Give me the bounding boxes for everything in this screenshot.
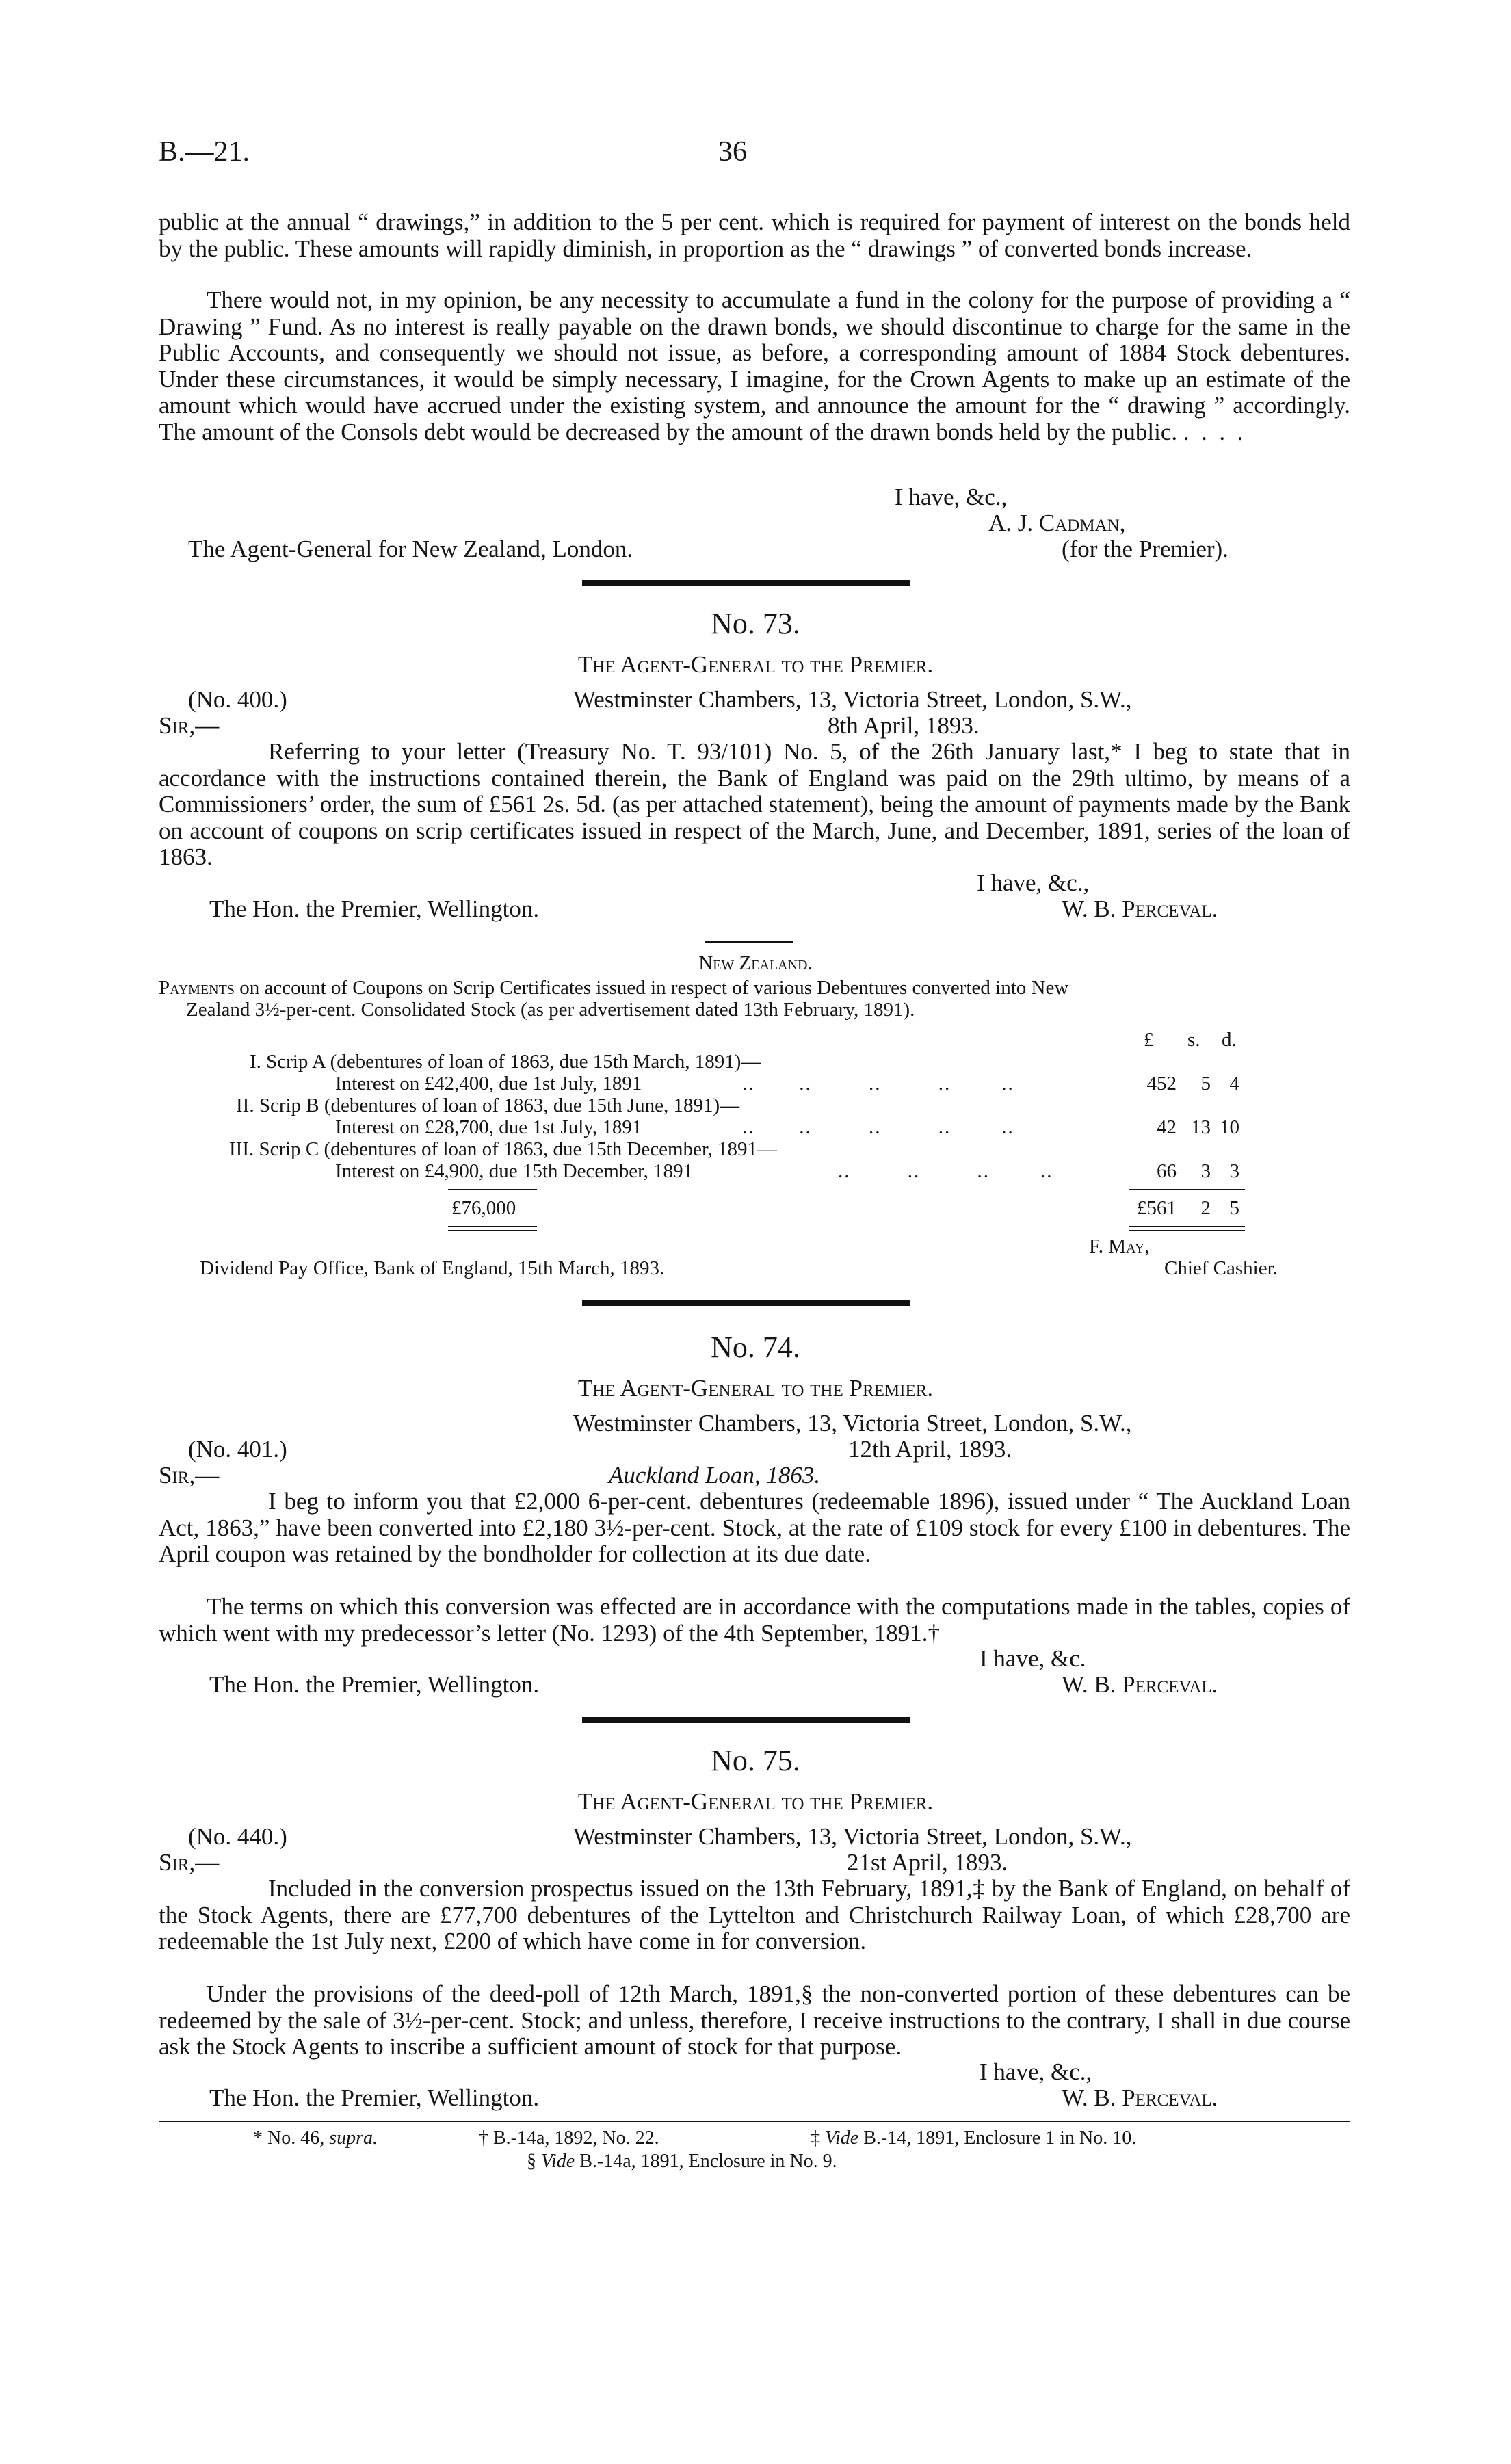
dot-leader: .. .. .. .. .. — [742, 1073, 1014, 1095]
statement-total-pence: 5 — [1229, 1197, 1239, 1219]
dot-leader: .. .. .. .. .. — [742, 1116, 1014, 1138]
statement-item-2-pence: 10 — [1220, 1116, 1239, 1138]
amount-total-rule — [1129, 1189, 1245, 1190]
letter-75-from-to: The Agent-General to the Premier. — [577, 1788, 934, 1815]
letter-74-date: 12th April, 1893. — [848, 1436, 1012, 1463]
statement-item-1-pounds: 452 — [1146, 1073, 1177, 1095]
letter-73-reference: (No. 400.) — [188, 686, 287, 713]
letter-number-75: No. 75. — [711, 1744, 800, 1777]
letter-75-addressee: The Hon. the Premier, Wellington. — [209, 2084, 540, 2111]
letter-75-signer: W. B. Perceval. — [1062, 2084, 1218, 2111]
statement-total-pounds: £561 — [1137, 1197, 1177, 1219]
continuation-paragraph-2: There would not, in my opinion, be any necessity to accumulate a fund in the colony for the purpose of providing a “ Drawing ” Fund. As no interest is really payable on the drawn bonds, we should discontinue to charge for the same in the Public Accounts, and consequently we should not issue, as before, a corresponding amount of 1884 Stock debentures. Under these circumstances, it would be simply necessary, I imagine, for the Crown Agents to make up an estimate of the amount which would have accrued under the existing system, and announce the amount for the “ drawing ” accordingly. The amount of the Consols debt would be decreased by the amount of the drawn bonds held by the public. . . . . — [159, 287, 1350, 445]
letter-75-body-1: Included in the conversion prospectus issued on the 13th February, 1891,‡ by the Bank of England, on behalf of the Stock Agents, there are £77,700 debentures of the Lyttelton and Christchurch Railway Loan, of which £28,700 are redeemable the 1st July next, £200 of which have come in for conversion. — [159, 1875, 1350, 1954]
letter-74-address: Westminster Chambers, 13, Victoria Street, London, S.W., — [573, 1410, 1132, 1437]
statement-item-2-label: II. Scrip B (debentures of loan of 1863, due 15th June, 1891)— — [236, 1095, 740, 1116]
statement-item-3-shillings: 3 — [1200, 1160, 1211, 1182]
signer-name: A. J. Cadman, — [988, 510, 1126, 536]
statement-caption-line-2: Zealand 3½-per-cent. Consolidated Stock (as per advertisement dated 13th February, 1891). — [186, 999, 915, 1021]
section-divider — [582, 580, 910, 586]
statement-item-1-pence: 4 — [1229, 1073, 1239, 1095]
letter-74-reference: (No. 401.) — [188, 1436, 287, 1463]
footnote-star: * No. 46, supra. — [253, 2127, 378, 2149]
letter-74-addressee: The Hon. the Premier, Wellington. — [209, 1671, 540, 1698]
section-divider — [582, 1300, 910, 1306]
statement-item-2-shillings: 13 — [1191, 1116, 1211, 1138]
letter-75-reference: (No. 440.) — [188, 1823, 287, 1850]
letter-75-body-2: Under the provisions of the deed-poll of 12th March, 1891,§ the non-converted portion of these debentures can be redeemed by the sale of 3½-per-cent. Stock; and unless, therefore, I receive instructions to the contrary, I shall in due course ask the Stock Agents to inscribe a sufficient amount of stock for that purpose. — [159, 1980, 1350, 2060]
section-code: B.—21. — [159, 136, 250, 168]
letter-75-address: Westminster Chambers, 13, Victoria Street, London, S.W., — [573, 1823, 1132, 1850]
statement-total-shillings: 2 — [1200, 1197, 1211, 1219]
letter-75-date: 21st April, 1893. — [847, 1849, 1008, 1876]
footnote-dagger: † B.-14a, 1892, No. 22. — [479, 2127, 659, 2149]
closing-formula: I have, &c., — [895, 484, 1008, 510]
statement-caption-line-1: Payments on account of Coupons on Scrip Certificates issued in respect of various Debentures converted into New — [159, 977, 1069, 999]
statement-item-1-shillings: 5 — [1200, 1073, 1211, 1095]
letter-74-closing: I have, &c. — [980, 1645, 1086, 1672]
column-pounds-header: £ — [1144, 1029, 1154, 1051]
letter-73-closing: I have, &c., — [977, 869, 1090, 896]
statement-item-2-detail: Interest on £28,700, due 1st July, 1891 — [335, 1116, 642, 1138]
statement-item-3-label: III. Scrip C (debentures of loan of 1863, due 15th December, 1891— — [229, 1138, 777, 1160]
letter-73-date: 8th April, 1893. — [828, 712, 980, 739]
statement-item-1-label: I. Scrip A (debentures of loan of 1863, due 15th March, 1891)— — [250, 1051, 761, 1073]
footnote-double-dagger: ‡ Vide B.-14, 1891, Enclosure 1 in No. 10. — [811, 2127, 1137, 2149]
footnote-rule — [159, 2121, 1350, 2122]
letter-number-73: No. 73. — [711, 607, 800, 640]
letter-74-salutation: Sir,— — [159, 1462, 220, 1489]
statement-item-3-pounds: 66 — [1157, 1160, 1177, 1182]
amount-double-rule-1 — [1129, 1226, 1245, 1227]
addressee: The Agent-General for New Zealand, London. — [188, 536, 633, 562]
statement-cashier-name: F. May, — [1089, 1235, 1150, 1257]
letter-73-addressee: The Hon. the Premier, Wellington. — [209, 895, 540, 922]
statement-office: Dividend Pay Office, Bank of England, 15th March, 1893. — [200, 1257, 665, 1279]
letter-number-74: No. 74. — [711, 1331, 800, 1364]
statement-item-2-pounds: 42 — [1157, 1116, 1177, 1138]
letter-73-address: Westminster Chambers, 13, Victoria Street, London, S.W., — [573, 686, 1132, 713]
letter-74-body-1: I beg to inform you that £2,000 6-per-cent. debentures (redeemable 1896), issued under “ The Auckland Loan Act, 1863,” have been converted into £2,180 3½-per-cent. Stock, at the rate of £109 stock for every £100 in debentures. The April coupon was retained by the bondholder for collection at its due date. — [159, 1488, 1350, 1567]
letter-74-subject: Auckland Loan, 1863. — [609, 1462, 821, 1489]
statement-total-principal: £76,000 — [451, 1197, 516, 1219]
letter-74-from-to: The Agent-General to the Premier. — [577, 1375, 934, 1402]
statement-cashier-title: Chief Cashier. — [1164, 1257, 1278, 1279]
letter-74-signer: W. B. Perceval. — [1062, 1671, 1218, 1698]
signer-role: (for the Premier). — [1062, 536, 1228, 562]
statement-item-3-pence: 3 — [1229, 1160, 1239, 1182]
letter-75-closing: I have, &c., — [980, 2058, 1092, 2085]
statement-short-rule — [705, 941, 793, 943]
principal-total-rule — [448, 1189, 537, 1190]
statement-item-3-detail: Interest on £4,900, due 15th December, 1891 — [335, 1160, 694, 1182]
letter-73-from-to: The Agent-General to the Premier. — [577, 651, 934, 678]
letter-73-signer: W. B. Perceval. — [1062, 895, 1218, 922]
column-pence-header: d. — [1222, 1029, 1237, 1051]
statement-item-1-detail: Interest on £42,400, due 1st July, 1891 — [335, 1073, 642, 1095]
column-shillings-header: s. — [1187, 1029, 1200, 1051]
statement-heading: New Zealand. — [698, 952, 813, 974]
footnote-section: § Vide B.-14a, 1891, Enclosure in No. 9. — [527, 2151, 837, 2172]
principal-double-rule-2 — [448, 1230, 537, 1231]
section-divider — [582, 1717, 910, 1723]
letter-75-salutation: Sir,— — [159, 1849, 220, 1876]
letter-73-salutation: Sir,— — [159, 712, 220, 739]
principal-double-rule-1 — [448, 1226, 537, 1227]
amount-double-rule-2 — [1129, 1230, 1245, 1231]
letter-74-body-2: The terms on which this conversion was effected are in accordance with the computations made in the tables, copies of which went with my predecessor’s letter (No. 1293) of the 4th September, 1891.† — [159, 1593, 1350, 1647]
continuation-paragraph-1: public at the annual “ drawings,” in addition to the 5 per cent. which is required for payment of interest on the bonds held by the public. These amounts will rapidly diminish, in proportion as the “ drawings ” of converted bonds increase. — [159, 209, 1350, 262]
letter-73-body: Referring to your letter (Treasury No. T. 93/101) No. 5, of the 26th January last,* I beg to state that in accordance with the instructions contained therein, the Bank of England was paid on the 29th ultimo, by means of a Commissioners’ order, the sum of £561 2s. 5d. (as per attached statement), being the amount of payments made by the Bank on account of coupons on scrip certificates issued in respect of the March, June, and December, 1891, series of the loan of 1863. — [159, 738, 1350, 870]
dot-leader: .. .. .. .. — [838, 1160, 1053, 1182]
page-number: 36 — [718, 136, 747, 168]
